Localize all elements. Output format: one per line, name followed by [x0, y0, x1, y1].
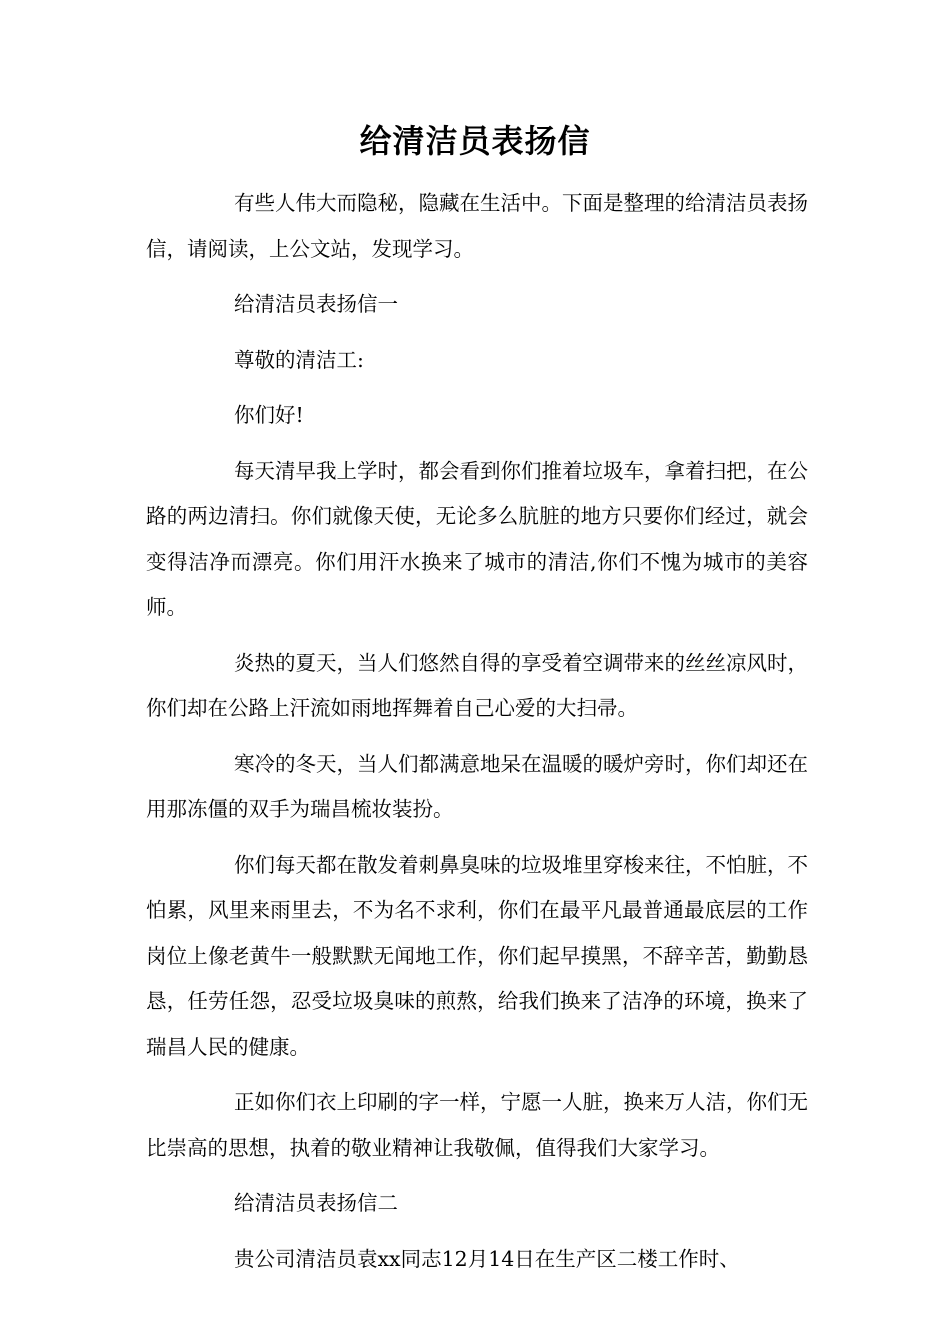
body-paragraph: 正如你们衣上印刷的字一样，宁愿一人脏，换来万人洁，你们无比崇高的思想，执着的敬业精神让我敬佩，值得我们大家学习。: [146, 1090, 808, 1160]
salutation: 尊敬的清洁工:: [234, 347, 364, 372]
section-heading-letter-one: 给清洁员表扬信一: [234, 292, 398, 316]
intro-paragraph: 有些人伟大而隐秘，隐藏在生活中。下面是整理的给清洁员表扬信，请阅读，上公文站，发现学习。: [146, 191, 808, 261]
greeting: 你们好!: [234, 403, 304, 427]
body-paragraph: 贵公司清洁员袁xx同志12月14日在生产区二楼工作时、: [234, 1246, 740, 1271]
section-heading-letter-two: 给清洁员表扬信二: [234, 1191, 398, 1215]
body-paragraph: 炎热的夏天，当人们悠然自得的享受着空调带来的丝丝凉风时，你们却在公路上汗流如雨地挥舞着自己心爱的大扫帚。: [146, 650, 808, 720]
body-paragraph: 寒冷的冬天，当人们都满意地呆在温暖的暖炉旁时，你们却还在用那冻僵的双手为瑞昌梳妆装扮。: [146, 751, 808, 821]
body-paragraph: 每天清早我上学时，都会看到你们推着垃圾车，拿着扫把，在公路的两边清扫。你们就像天使，无论多么肮脏的地方只要你们经过，就会变得洁净而漂亮。你们用汗水换来了城市的清洁,你们不愧为城市的美容师。: [146, 458, 808, 619]
document-body: [146, 181, 808, 1292]
body-paragraph: 你们每天都在散发着刺鼻臭味的垃圾堆里穿梭来往，不怕脏，不怕累，风里来雨里去，不为名不求利，你们在最平凡最普通最底层的工作岗位上像老黄牛一般默默无闻地工作，你们起早摸黑，不辞辛苦，勤勤恳恳，任劳任怨，忍受垃圾臭味的煎熬，给我们换来了洁净的环境，换来了瑞昌人民的健康。: [146, 852, 808, 1059]
document-title: 给清洁员表扬信: [359, 122, 591, 160]
